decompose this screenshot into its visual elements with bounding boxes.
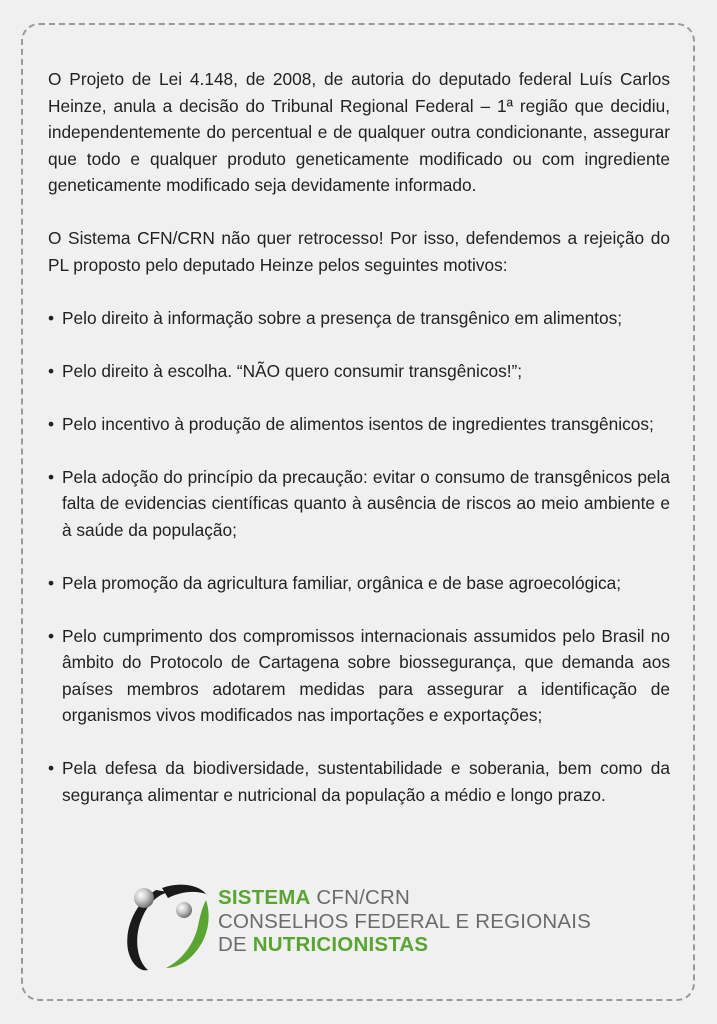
document-body xyxy=(48,66,670,835)
bullet-icon: • xyxy=(48,572,55,593)
logo-line-3: DE NUTRICIONISTAS xyxy=(218,933,429,956)
bullet-icon: • xyxy=(48,413,55,434)
bullet-item xyxy=(48,755,670,808)
logo-line-1: SISTEMA CFN/CRN xyxy=(218,886,411,909)
bullet-item xyxy=(48,570,670,597)
bullet-text: Pelo direito à informação sobre a presença de transgênico em alimentos; xyxy=(62,307,623,328)
bullet-text: Pelo direito à escolha. “NÃO quero consumir transgênicos!”; xyxy=(62,360,523,381)
bullet-item xyxy=(48,411,670,438)
position-paragraph: O Sistema CFN/CRN não quer retrocesso! Por isso, defendemos a rejeição do PL proposto pelo deputado Heinze pelos seguintes motivos: xyxy=(48,228,670,275)
bullet-icon: • xyxy=(48,625,55,646)
bullet-item xyxy=(48,623,670,729)
bullet-text: Pela defesa da biodiversidade, sustentabilidade e soberania, bem como da segurança alimentar e nutricional da população a médio e longo prazo. xyxy=(62,758,670,805)
bullet-icon: • xyxy=(48,466,55,487)
logo-wordmark xyxy=(218,886,591,957)
bullet-item xyxy=(48,358,670,385)
logo-sphere-icon xyxy=(134,888,154,908)
bullet-text: Pelo incentivo à produção de alimentos isentos de ingredientes transgênicos; xyxy=(62,413,654,434)
bullet-icon: • xyxy=(48,758,55,778)
logo-emblem-icon xyxy=(122,876,214,976)
bullet-item xyxy=(48,305,670,332)
bullet-text: Pela promoção da agricultura familiar, orgânica e de base agroecológica; xyxy=(62,572,622,593)
bullet-text: Pelo cumprimento dos compromissos internacionais assumidos pelo Brasil no âmbito do Protocolo de Cartagena sobre biossegurança, que demanda aos países membros adotarem medidas para assegurar a identificação de organismos vivos modificados nas importações e exportações; xyxy=(62,625,670,725)
bullet-text: Pela adoção do princípio da precaução: evitar o consumo de transgênicos pela falta de evidencias científicas quanto à ausência de riscos ao meio ambiente e à saúde da população; xyxy=(62,466,670,540)
bullet-item xyxy=(48,464,670,544)
bullet-icon: • xyxy=(48,307,55,328)
logo-sphere-icon xyxy=(176,902,192,918)
bullet-icon: • xyxy=(48,360,55,381)
intro-paragraph: O Projeto de Lei 4.148, de 2008, de autoria do deputado federal Luís Carlos Heinze, anula a decisão do Tribunal Regional Federal – 1ª região que decidiu, independentemente do percentual e de qualquer outra condicionante, assegurar que todo e qualquer produto geneticamente modificado ou com ingrediente geneticamente modificado seja devidamente informado. xyxy=(48,69,670,195)
logo-line-2: CONSELHOS FEDERAL E REGIONAIS xyxy=(218,909,591,933)
sistema-cfn-crn-logo xyxy=(122,876,612,976)
